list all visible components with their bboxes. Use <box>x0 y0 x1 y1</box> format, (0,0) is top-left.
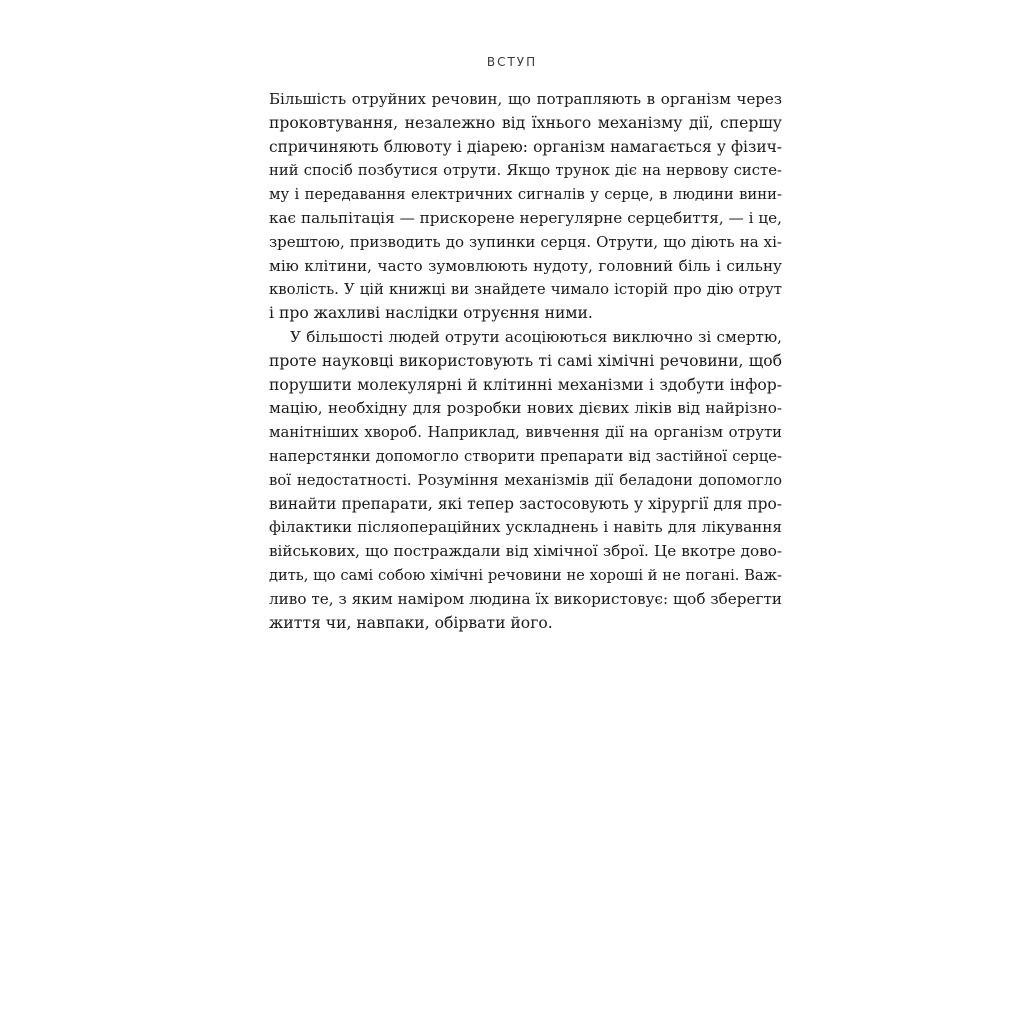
text-line: ний спосіб позбутися отрути. Якщо трунок діє на нервову систе- <box>269 162 782 180</box>
text-line: спричиняють блювоту і діарею: організм намагається у фізич- <box>269 137 782 156</box>
text-line: У більшості людей отрути асоціюються виключно зі смертю, <box>290 327 782 346</box>
text-line: дить, що самі собою хімічні речовини не хороші й не погані. Важ- <box>269 566 782 584</box>
text-line: мацію, необхідну для розробки нових дієвих ліків від найрізно- <box>269 399 782 418</box>
text-line: манітніших хвороб. Наприклад, вивчення дії на організм отрути <box>269 424 782 442</box>
text-line: вої недостатності. Розуміння механізмів дії беладони допомогло <box>269 471 782 489</box>
text-line: життя чи, навпаки, обірвати його. <box>269 613 553 632</box>
text-line: ливо те, з яким наміром людина їх використовує: щоб зберегти <box>269 589 782 608</box>
text-line: мію клітини, часто зумовлюють нудоту, головний біль і сильну <box>269 256 782 275</box>
text-line: кає пальпітація — прискорене нерегулярне серцебиття, — і це, <box>269 208 782 227</box>
text-line: винайти препарати, які тепер застосовують у хірургії для про- <box>269 494 782 513</box>
text-line: зрештою, призводить до зупинки серця. Отрути, що діють на хі- <box>269 232 782 251</box>
text-line: військових, що постраждали від хімічної зброї. Це вкотре дово- <box>269 542 782 561</box>
text-line: наперстянки допомогло створити препарати від застійної серце- <box>269 447 782 465</box>
text-line: Більшість отруйних речовин, що потрапляють в організм через <box>269 90 782 108</box>
text-line: і про жахливі наслідки отруєння ними. <box>269 304 593 323</box>
text-line: проте науковці використовують ті самі хімічні речовини, щоб <box>269 351 782 370</box>
running-header: ВСТУП <box>486 55 538 69</box>
text-line: му і передавання електричних сигналів у серце, в людини вини- <box>269 186 782 204</box>
text-line: кволість. У цій книжці ви знайдете чимало історій про дію отрут <box>269 281 782 299</box>
body-text <box>269 88 782 635</box>
text-line: філактики післяопераційних ускладнень і навіть для лікування <box>269 518 782 537</box>
paragraph-1 <box>269 88 782 326</box>
paragraph-2 <box>269 326 782 635</box>
text-line: порушити молекулярні й клітинні механізми і здобути інфор- <box>269 375 782 394</box>
text-line: проковтування, незалежно від їхнього механізму дії, спершу <box>269 113 782 132</box>
